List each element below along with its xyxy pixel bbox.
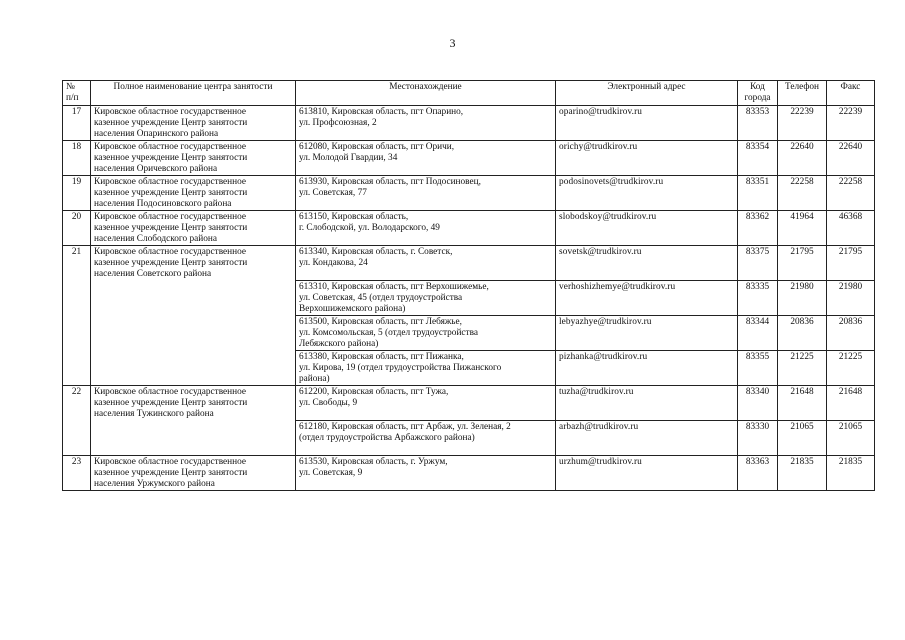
header-code: Код города — [738, 81, 778, 106]
table-row — [63, 386, 875, 421]
city-code: 83354 — [738, 141, 778, 176]
center-email[interactable]: oparino@trudkirov.ru — [556, 106, 738, 141]
phone-number: 21065 — [778, 421, 827, 456]
row-number: 17 — [63, 106, 91, 141]
center-email[interactable]: urzhum@trudkirov.ru — [556, 456, 738, 491]
center-address: 613530, Кировская область, г. Уржум, ул. Советская, 9 — [296, 456, 556, 491]
center-name: Кировское областное государственное казенное учреждение Центр занятости населения Опаринского района — [91, 106, 296, 141]
header-location: Местонахождение — [296, 81, 556, 106]
center-address: 613930, Кировская область, пгт Подосиновец, ул. Советская, 77 — [296, 176, 556, 211]
row-number: 21 — [63, 246, 91, 386]
city-code: 83363 — [738, 456, 778, 491]
fax-number: 21065 — [827, 421, 875, 456]
center-name: Кировское областное государственное казенное учреждение Центр занятости населения Советского района — [91, 246, 296, 386]
center-email[interactable]: slobodskoy@trudkirov.ru — [556, 211, 738, 246]
row-number: 20 — [63, 211, 91, 246]
phone-number: 21835 — [778, 456, 827, 491]
table-row — [63, 106, 875, 141]
center-address: 612080, Кировская область, пгт Оричи, ул. Молодой Гвардии, 34 — [296, 141, 556, 176]
phone-number: 21648 — [778, 386, 827, 421]
fax-number: 21648 — [827, 386, 875, 421]
city-code: 83340 — [738, 386, 778, 421]
center-email[interactable]: sovetsk@trudkirov.ru — [556, 246, 738, 281]
header-num: № п/п — [63, 81, 91, 106]
phone-number: 21795 — [778, 246, 827, 281]
row-number: 18 — [63, 141, 91, 176]
center-address: 613500, Кировская область, пгт Лебяжье, ул. Комсомольская, 5 (отдел трудоустройства Лебяжского района) — [296, 316, 556, 351]
center-address: 612200, Кировская область, пгт Тужа, ул. Свободы, 9 — [296, 386, 556, 421]
center-address: 613310, Кировская область, пгт Верхошижемье, ул. Советская, 45 (отдел трудоустройства Верхошижемского района) — [296, 281, 556, 316]
center-address: 613150, Кировская область, г. Слободской, ул. Володарского, 49 — [296, 211, 556, 246]
city-code: 83353 — [738, 106, 778, 141]
table-row — [63, 456, 875, 491]
phone-number: 21225 — [778, 351, 827, 386]
city-code: 83375 — [738, 246, 778, 281]
table-row — [63, 211, 875, 246]
fax-number: 21795 — [827, 246, 875, 281]
center-address: 612180, Кировская область, пгт Арбаж, ул. Зеленая, 2 (отдел трудоустройства Арбажского района) — [296, 421, 556, 456]
center-email[interactable]: podosinovets@trudkirov.ru — [556, 176, 738, 211]
city-code: 83362 — [738, 211, 778, 246]
city-code: 83344 — [738, 316, 778, 351]
center-name: Кировское областное государственное казенное учреждение Центр занятости населения Уржумского района — [91, 456, 296, 491]
center-name: Кировское областное государственное казенное учреждение Центр занятости населения Тужинского района — [91, 386, 296, 456]
employment-centers-table — [62, 80, 875, 491]
fax-number: 22239 — [827, 106, 875, 141]
center-address: 613810, Кировская область, пгт Опарино, ул. Профсоюзная, 2 — [296, 106, 556, 141]
center-email[interactable]: arbazh@trudkirov.ru — [556, 421, 738, 456]
fax-number: 20836 — [827, 316, 875, 351]
city-code: 83355 — [738, 351, 778, 386]
center-name: Кировское областное государственное казенное учреждение Центр занятости населения Слободского района — [91, 211, 296, 246]
fax-number: 21225 — [827, 351, 875, 386]
center-name: Кировское областное государственное казенное учреждение Центр занятости населения Подосиновского района — [91, 176, 296, 211]
row-number: 19 — [63, 176, 91, 211]
fax-number: 21980 — [827, 281, 875, 316]
center-email[interactable]: orichy@trudkirov.ru — [556, 141, 738, 176]
phone-number: 22258 — [778, 176, 827, 211]
center-email[interactable]: pizhanka@trudkirov.ru — [556, 351, 738, 386]
center-email[interactable]: tuzha@trudkirov.ru — [556, 386, 738, 421]
fax-number: 22640 — [827, 141, 875, 176]
row-number: 22 — [63, 386, 91, 456]
phone-number: 41964 — [778, 211, 827, 246]
table-row — [63, 176, 875, 211]
phone-number: 21980 — [778, 281, 827, 316]
center-address: 613380, Кировская область, пгт Пижанка, ул. Кирова, 19 (отдел трудоустройства Пижанского района) — [296, 351, 556, 386]
phone-number: 22640 — [778, 141, 827, 176]
fax-number: 22258 — [827, 176, 875, 211]
city-code: 83351 — [738, 176, 778, 211]
fax-number: 46368 — [827, 211, 875, 246]
header-email: Электронный адрес — [556, 81, 738, 106]
table-row — [63, 246, 875, 281]
center-email[interactable]: verhoshizhemye@trudkirov.ru — [556, 281, 738, 316]
center-email[interactable]: lebyazhye@trudkirov.ru — [556, 316, 738, 351]
header-phone: Телефон — [778, 81, 827, 106]
header-name: Полное наименование центра занятости — [91, 81, 296, 106]
page-number: 3 — [449, 36, 456, 50]
table-row — [63, 141, 875, 176]
phone-number: 22239 — [778, 106, 827, 141]
center-address: 613340, Кировская область, г. Советск, ул. Кондакова, 24 — [296, 246, 556, 281]
center-name: Кировское областное государственное казенное учреждение Центр занятости населения Оричевского района — [91, 141, 296, 176]
row-number: 23 — [63, 456, 91, 491]
city-code: 83330 — [738, 421, 778, 456]
fax-number: 21835 — [827, 456, 875, 491]
header-fax: Факс — [827, 81, 875, 106]
city-code: 83335 — [738, 281, 778, 316]
phone-number: 20836 — [778, 316, 827, 351]
table-header-row — [63, 81, 875, 106]
